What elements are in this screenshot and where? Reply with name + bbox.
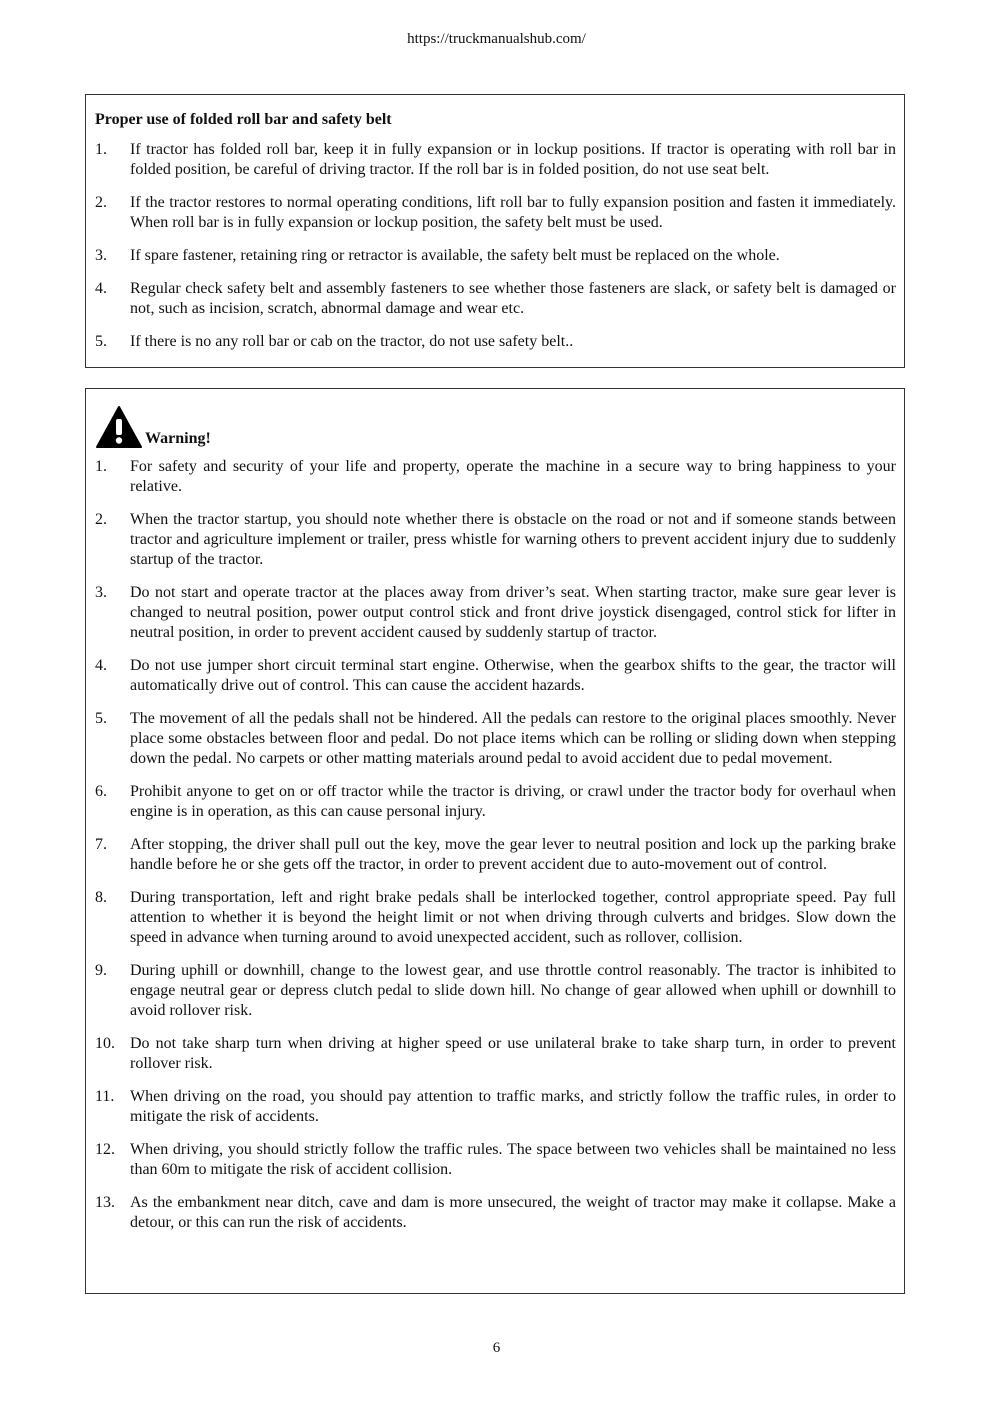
item-number: 6.: [95, 783, 107, 800]
item-number: 2.: [95, 194, 107, 211]
list-item: [95, 510, 896, 570]
list-item: [95, 656, 896, 696]
item-text: Do not start and operate tractor at the places away from driver’s seat. When starting tractor, make sure gear lever is changed to neutral position, power output control stick and front drive joystick disengaged, control stick for lifter in neutral position, in order to prevent accident caused by suddenly startup of tractor.: [130, 584, 896, 641]
item-text: After stopping, the driver shall pull out the key, move the gear lever to neutral position and lock up the parking brake handle before he or she gets off the tractor, in order to prevent accident due to auto-movement out of control.: [130, 836, 896, 873]
list-item: [95, 835, 896, 875]
item-text: If tractor has folded roll bar, keep it in fully expansion or in lockup positions. If tractor is operating with roll bar in folded position, be careful of driving tractor. If the roll bar is in folded position, do not use seat belt.: [130, 141, 896, 178]
item-number: 3.: [95, 247, 107, 264]
item-text: For safety and security of your life and property, operate the machine in a secure way to bring happiness to your relative.: [130, 458, 896, 495]
item-text: Do not use jumper short circuit terminal start engine. Otherwise, when the gearbox shifts to the gear, the tractor will automatically drive out of control. This can cause the accident hazards.: [130, 657, 896, 694]
item-number: 11.: [95, 1088, 115, 1105]
item-number: 5.: [95, 710, 107, 727]
item-number: 4.: [95, 657, 107, 674]
item-text: Do not take sharp turn when driving at higher speed or use unilateral brake to take sharp turn, in order to prevent rollover risk.: [130, 1035, 896, 1072]
list-item: [95, 332, 896, 352]
item-text: Regular check safety belt and assembly fasteners to see whether those fasteners are slack, or safety belt is damaged or not, such as incision, scratch, abnormal damage and wear etc.: [130, 280, 896, 317]
list-item: [95, 709, 896, 769]
item-text: If spare fastener, retaining ring or retractor is available, the safety belt must be replaced on the whole.: [130, 247, 780, 264]
item-text: When driving, you should strictly follow the traffic rules. The space between two vehicles shall be maintained no less than 60m to mitigate the risk of accident collision.: [130, 1141, 896, 1178]
item-number: 9.: [95, 962, 107, 979]
item-text: If the tractor restores to normal operating conditions, lift roll bar to fully expansion position and fasten it immediately. When roll bar is in fully expansion or lockup position, the safety belt must be used.: [130, 194, 896, 231]
item-number: 7.: [95, 836, 107, 853]
item-number: 10.: [95, 1035, 115, 1052]
item-text: When driving on the road, you should pay attention to traffic marks, and strictly follow the traffic rules, in order to mitigate the risk of accidents.: [130, 1088, 896, 1125]
list-item: [95, 888, 896, 948]
item-text: When the tractor startup, you should note whether there is obstacle on the road or not and if someone stands between tractor and agriculture implement or trailer, press whistle for warning others to prevent accident injury due to suddenly startup of the tractor.: [130, 511, 896, 568]
warning-triangle-icon: [95, 405, 143, 449]
belt-section-title: Proper use of folded roll bar and safety belt: [95, 111, 392, 128]
item-number: 8.: [95, 889, 107, 906]
item-number: 2.: [95, 511, 107, 528]
item-number: 1.: [95, 458, 107, 475]
warning-list: [95, 457, 896, 1233]
item-number: 3.: [95, 584, 107, 601]
list-item: [95, 457, 896, 497]
item-number: 4.: [95, 280, 107, 297]
list-item: [95, 140, 896, 180]
item-number: 12.: [95, 1141, 115, 1158]
list-item: [95, 583, 896, 643]
item-text: During transportation, left and right brake pedals shall be interlocked together, control appropriate speed. Pay full attention to whether it is beyond the height limit or not when driving through culverts and bridges. Slow down the speed in advance when turning around to avoid unexpected accident, such as rollover, collision.: [130, 889, 896, 946]
list-item: [95, 246, 896, 266]
warning-section: [85, 388, 905, 1294]
belt-list: [95, 140, 896, 352]
item-text: As the embankment near ditch, cave and dam is more unsecured, the weight of tractor may make it collapse. Make a detour, or this can run the risk of accidents.: [130, 1194, 896, 1231]
list-item: [95, 961, 896, 1021]
header-url: https://truckmanualshub.com/: [407, 31, 586, 47]
page-number: 6: [492, 1340, 501, 1356]
list-item: [95, 1087, 896, 1127]
list-item: [95, 1140, 896, 1180]
belt-section: [85, 94, 905, 368]
list-item: [95, 279, 896, 319]
warning-header: [95, 401, 896, 449]
item-text: Prohibit anyone to get on or off tractor while the tractor is driving, or crawl under the tractor body for overhaul when engine is in operation, as this can cause personal injury.: [130, 783, 896, 820]
item-text: During uphill or downhill, change to the lowest gear, and use throttle control reasonably. The tractor is inhibited to engage neutral gear or depress clutch pedal to slide down hill. No change of gear allowed when uphill or downhill to avoid rollover risk.: [130, 962, 896, 1019]
item-text: The movement of all the pedals shall not be hindered. All the pedals can restore to the original places smoothly. Never place some obstacles between floor and pedal. Do not place items which can be rolling or sliding down when stepping down the pedal. No carpets or other matting materials around pedal to avoid accident due to pedal movement.: [130, 710, 896, 767]
list-item: [95, 193, 896, 233]
list-item: [95, 1034, 896, 1074]
warning-title: Warning!: [145, 430, 211, 447]
list-item: [95, 1193, 896, 1233]
list-item: [95, 782, 896, 822]
item-text: If there is no any roll bar or cab on the tractor, do not use safety belt..: [130, 333, 574, 350]
item-number: 5.: [95, 333, 107, 350]
item-number: 1.: [95, 141, 107, 158]
item-number: 13.: [95, 1194, 115, 1211]
